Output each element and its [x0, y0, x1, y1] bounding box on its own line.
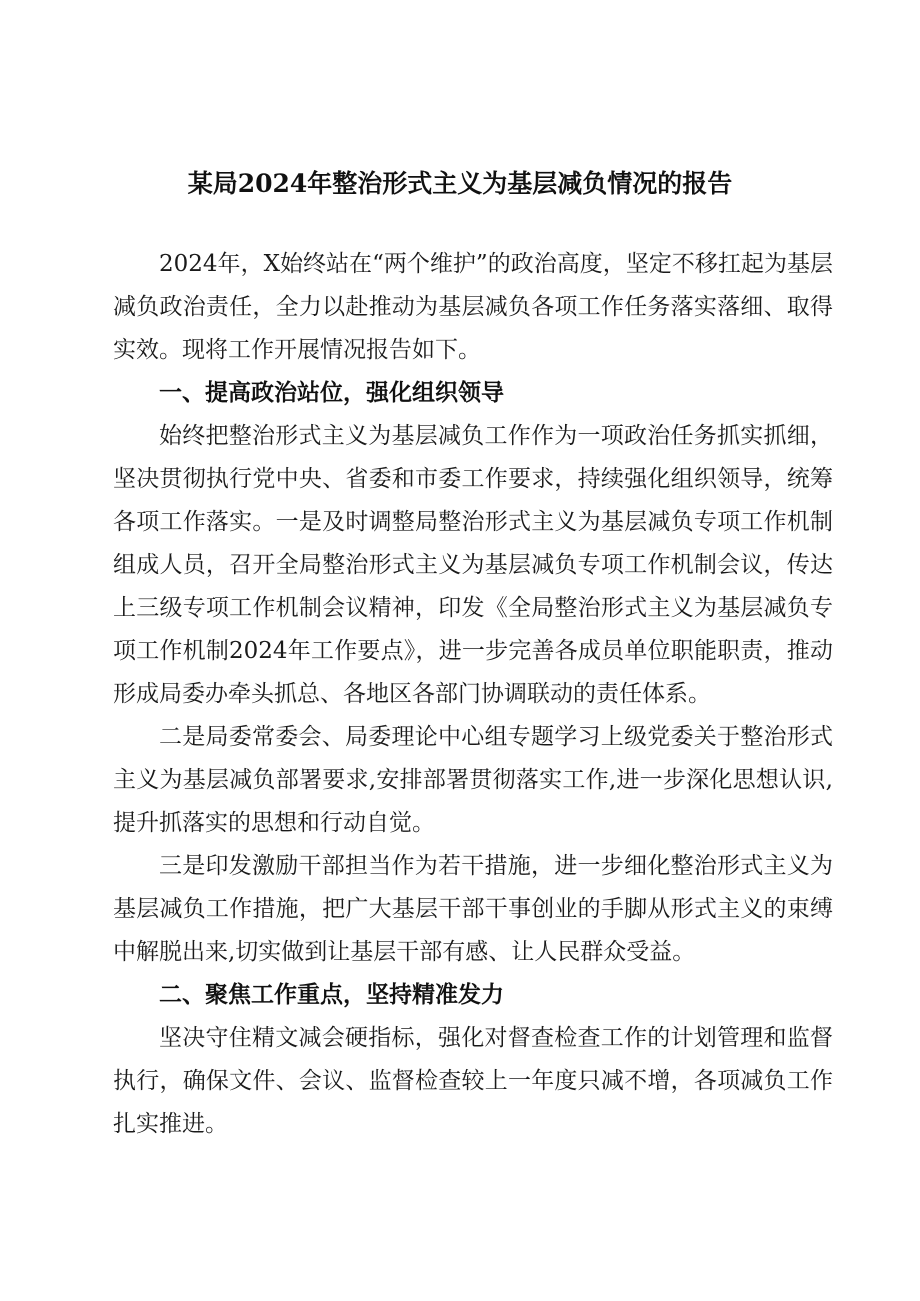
section-1-heading: 一、提高政治站位，强化组织领导: [159, 380, 504, 406]
section-2-heading: 二、聚焦工作重点，坚持精准发力: [159, 982, 504, 1008]
section-1-paragraph-3: 三是印发激励干部担当作为若干措施，进一步细化整治形式主义为基层减负工作措施，把广大基层干部干事创业的手脚从形式主义的束缚中解脱出来,切实做到让基层干部有感、让人民群众受益。: [113, 853, 833, 965]
section-2-paragraph-1: 坚决守住精文减会硬指标，强化对督查检查工作的计划管理和监督执行，确保文件、会议、监督检查较上一年度只减不增，各项减负工作扎实推进。: [113, 1025, 833, 1137]
section-1-paragraph-1: 始终把整治形式主义为基层减负工作作为一项政治任务抓实抓细，坚决贯彻执行党中央、省委和市委工作要求，持续强化组织领导，统筹各项工作落实。一是及时调整局整治形式主义为基层减负专项工作机制组成人员，召开全局整治形式主义为基层减负专项工作机制会议，传达上三级专项工作机制会议精神，印发《全局整治形式主义为基层减负专项工作机制2024年工作要点》，进一步完善各成员单位职能职责，推动形成局委办牵头抓总、各地区各部门协调联动的责任体系。: [113, 423, 833, 707]
intro-paragraph: 2024年，X始终站在“两个维护”的政治高度，坚定不移扛起为基层减负政治责任，全力以赴推动为基层减负各项工作任务落实落细、取得实效。现将工作开展情况报告如下。: [113, 251, 833, 363]
document-title: 某局2024年整治形式主义为基层减负情况的报告: [187, 169, 733, 198]
document-body: [113, 243, 833, 1146]
section-1-paragraph-2: 二是局委常委会、局委理论中心组专题学习上级党委关于整治形式主义为基层减负部署要求,安排部署贯彻落实工作,进一步深化思想认识,提升抓落实的思想和行动自觉。: [113, 724, 833, 836]
